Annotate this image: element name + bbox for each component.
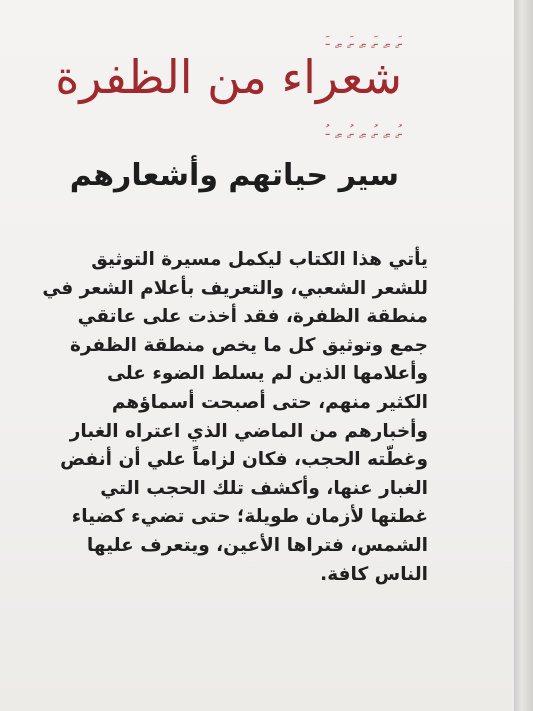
- blurb-line: الناس كافة.: [320, 563, 428, 585]
- blurb-line: يأتي هذا الكتاب ليكمل مسيرة التوثيق: [91, 249, 428, 270]
- blurb-line: للشعر الشعبي، والتعريف بأعلام الشعر في: [42, 277, 428, 299]
- book-title: شعراء من الظفرة: [55, 50, 402, 104]
- blurb-line: الشمس، فتراها الأعين، ويتعرف عليها: [86, 534, 428, 556]
- title-ornament-top: ـَ ٍ ـِ ٍ ـَ ٍ ـِ ٍ ـَ ٍ ـِ ٍ ـَ: [325, 34, 402, 49]
- title-ornament-bottom: ـُ ٍ ـِ ٍ ـُ ٍ ـِ ٍ ـُ ٍ ـِ ٍ ـُ: [325, 124, 402, 139]
- blurb-paragraph: [42, 246, 428, 589]
- book-subtitle: سير حياتهم وأشعارهم: [69, 158, 399, 193]
- blurb-line: الكثير منهم، حتى أصبحت أسماؤهم: [111, 391, 428, 413]
- title-block: [55, 28, 402, 148]
- book-page-edge: [514, 0, 533, 711]
- blurb-line: غطتها لأزمان طويلة؛ حتى تضيء كضياء: [71, 506, 428, 528]
- blurb-line: منطقة الظفرة، فقد أخذت على عاتقي: [77, 306, 428, 328]
- blurb-line: وغطّته الحجب، فكان لزاماً علي أن أنفض: [60, 449, 428, 471]
- blurb-line: وأعلامها الذين لم يسلط الضوء على: [107, 363, 428, 385]
- blurb-line: جمع وتوثيق كل ما يخص منطقة الظفرة: [69, 334, 428, 356]
- blurb-line: وأخبارهم من الماضي الذي اعتراه الغبار: [69, 420, 428, 442]
- blurb-line: الغبار عنها، وأكشف تلك الحجب التي: [100, 477, 428, 499]
